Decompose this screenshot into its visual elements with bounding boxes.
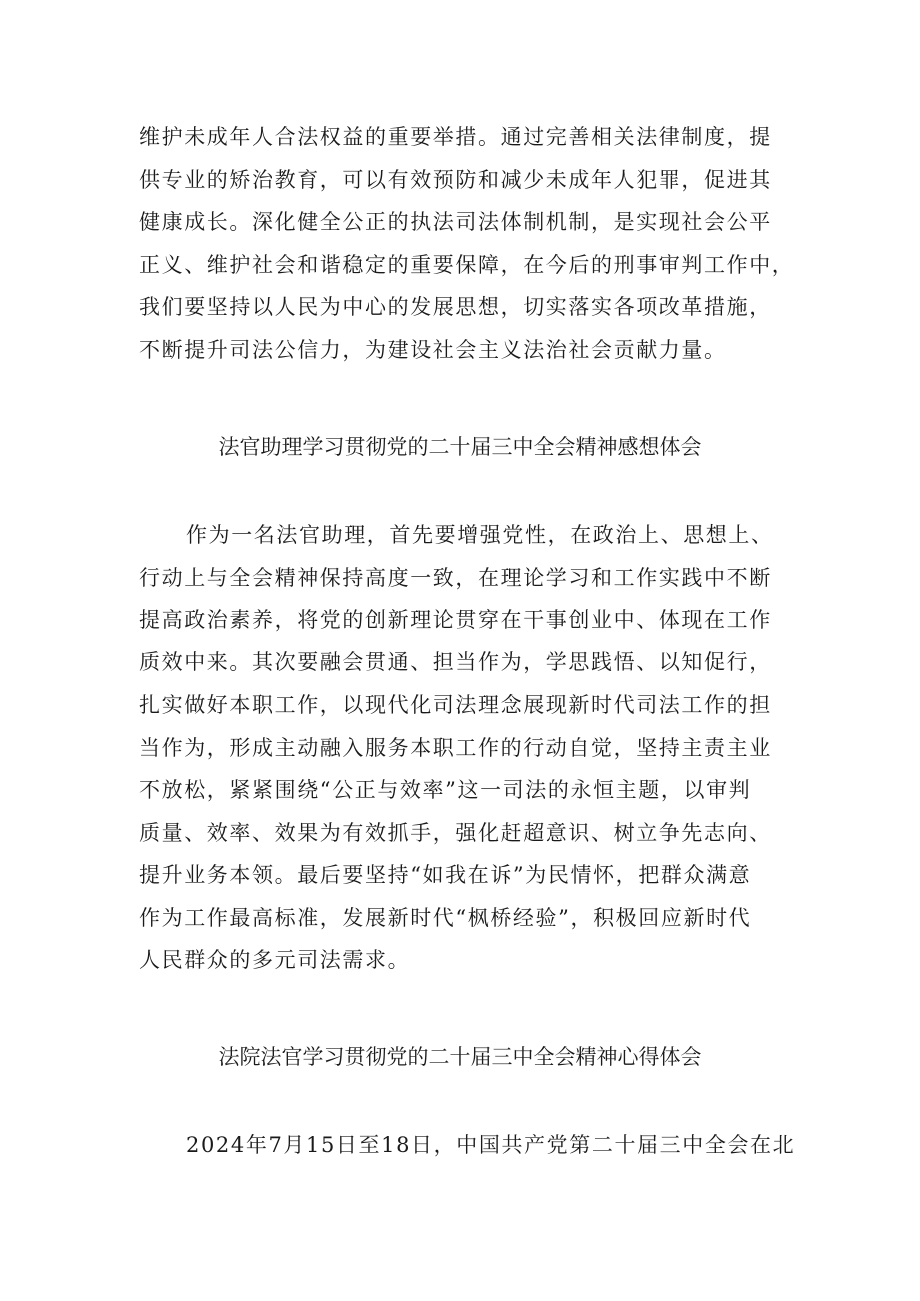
paragraph-line: 质量、效率、效果为有效抓手，强化赶超意识、树立争先志向、 — [139, 821, 772, 845]
paragraph-line: 当作为，形成主动融入服务本职工作的行动自觉，坚持主责主业 — [139, 736, 772, 760]
paragraph-line: 2024年7月15日至18日，中国共产党第二十届三中全会在北 — [186, 1133, 796, 1157]
section-heading: 法官助理学习贯彻党的二十届三中全会精神感想体会 — [218, 435, 702, 459]
paragraph-line: 提高政治素养，将党的创新理论贯穿在干事创业中、体现在工作 — [139, 608, 772, 632]
paragraph-line: 不断提升司法公信力，为建设社会主义法治社会贡献力量。 — [139, 338, 727, 362]
paragraph-line: 作为一名法官助理，首先要增强党性，在政治上、思想上、 — [186, 523, 774, 547]
paragraph-line: 人民群众的多元司法需求。 — [139, 948, 411, 972]
section-heading: 法院法官学习贯彻党的二十届三中全会精神心得体会 — [218, 1045, 702, 1069]
paragraph-line: 扎实做好本职工作，以现代化司法理念展现新时代司法工作的担 — [139, 693, 772, 717]
paragraph-line: 不放松，紧紧围绕“公正与效率”这一司法的永恒主题，以审判 — [139, 778, 752, 802]
paragraph-line: 作为工作最高标准，发展新时代“枫桥经验”，积极回应新时代 — [139, 906, 752, 930]
paragraph-line: 提升业务本领。最后要坚持“如我在诉”为民情怀，把群众满意 — [139, 863, 752, 887]
paragraph-line: 健康成长。深化健全公正的执法司法体制机制，是实现社会公平 — [139, 210, 772, 234]
paragraph-line: 正义、维护社会和谐稳定的重要保障，在今后的刑事审判工作中， — [139, 253, 795, 277]
paragraph-line: 维护未成年人合法权益的重要举措。通过完善相关法律制度，提 — [139, 125, 772, 149]
paragraph-line: 行动上与全会精神保持高度一致，在理论学习和工作实践中不断 — [139, 566, 772, 590]
paragraph-line: 我们要坚持以人民为中心的发展思想，切实落实各项改革措施， — [139, 295, 772, 319]
paragraph-line: 供专业的矫治教育，可以有效预防和减少未成年人犯罪，促进其 — [139, 168, 772, 192]
paragraph-line: 质效中来。其次要融会贯通、担当作为，学思践悟、以知促行， — [139, 650, 772, 674]
